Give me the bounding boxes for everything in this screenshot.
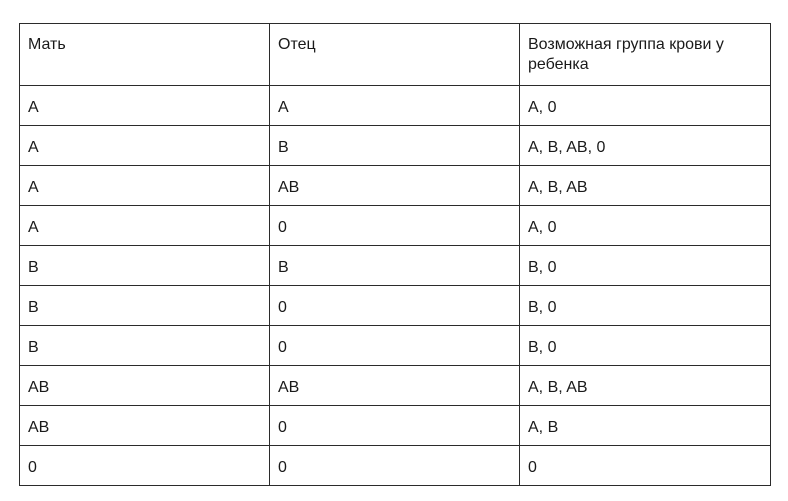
cell-father: AB (270, 366, 520, 406)
table-header (20, 24, 771, 86)
table-row (20, 166, 771, 206)
cell-father: 0 (270, 446, 520, 486)
cell-father: 0 (270, 286, 520, 326)
cell-mother: B (20, 246, 270, 286)
cell-father: 0 (270, 326, 520, 366)
table-row (20, 246, 771, 286)
header-row (20, 24, 771, 86)
header-mother: Мать (20, 24, 270, 86)
table-row (20, 326, 771, 366)
header-child-blood-type: Возможная группа крови у ребенка (520, 24, 771, 86)
cell-mother: A (20, 86, 270, 126)
cell-child: A, B, AB (520, 166, 771, 206)
table-row (20, 286, 771, 326)
cell-mother: B (20, 286, 270, 326)
cell-child: B, 0 (520, 286, 771, 326)
blood-type-table (19, 23, 771, 486)
cell-child: A, 0 (520, 206, 771, 246)
cell-father: 0 (270, 206, 520, 246)
cell-father: B (270, 126, 520, 166)
cell-father: 0 (270, 406, 520, 446)
cell-father: A (270, 86, 520, 126)
cell-mother: AB (20, 406, 270, 446)
cell-child: A, B, AB (520, 366, 771, 406)
cell-mother: A (20, 126, 270, 166)
cell-mother: AB (20, 366, 270, 406)
table-row (20, 126, 771, 166)
cell-child: B, 0 (520, 246, 771, 286)
cell-child: B, 0 (520, 326, 771, 366)
cell-mother: B (20, 326, 270, 366)
cell-mother: A (20, 206, 270, 246)
cell-child: A, 0 (520, 86, 771, 126)
cell-mother: A (20, 166, 270, 206)
table-row (20, 86, 771, 126)
header-father: Отец (270, 24, 520, 86)
cell-father: B (270, 246, 520, 286)
cell-mother: 0 (20, 446, 270, 486)
table-body (20, 86, 771, 486)
table-row (20, 406, 771, 446)
cell-child: A, B, AB, 0 (520, 126, 771, 166)
cell-father: AB (270, 166, 520, 206)
cell-child: A, B (520, 406, 771, 446)
table-row (20, 206, 771, 246)
table-row (20, 446, 771, 486)
cell-child: 0 (520, 446, 771, 486)
table-row (20, 366, 771, 406)
